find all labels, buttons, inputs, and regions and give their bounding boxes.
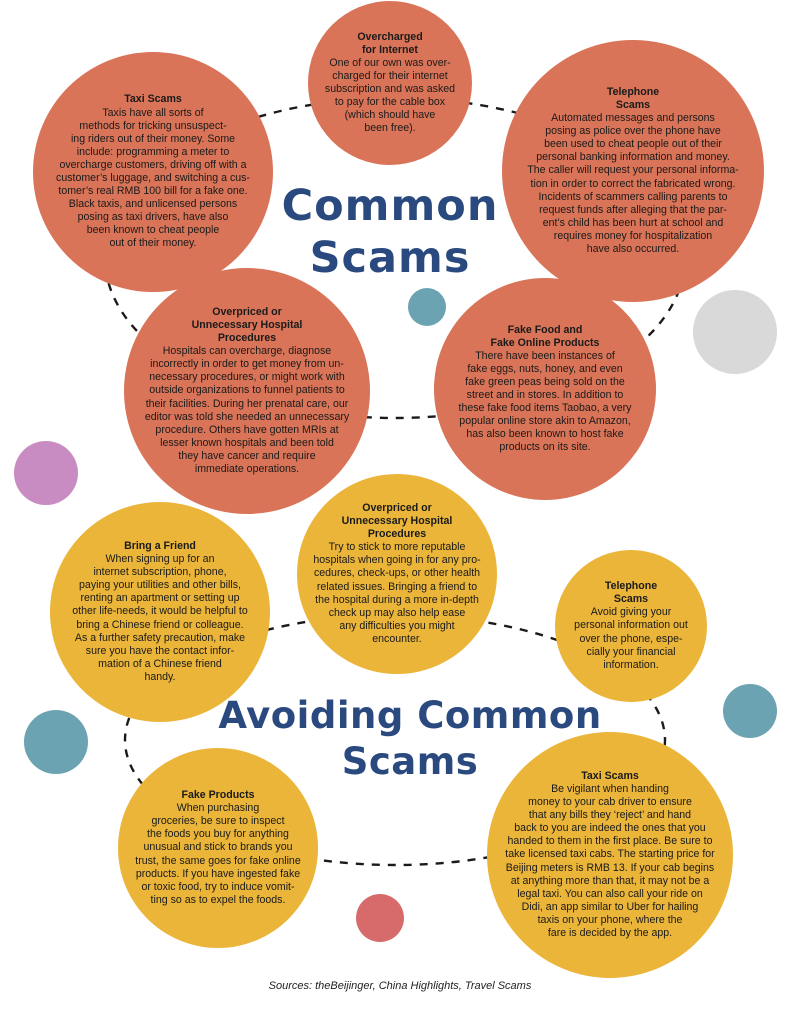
avoid-telephone-body: Avoid giving your personal information out over the phone, espe- cially your financial information.	[574, 606, 688, 671]
scam-internet-body: One of our own was over- charged for their internet subscription and was asked to pay for the cable box (which should have been free).	[324, 56, 456, 135]
scam-taxi-title: Taxi Scams	[124, 93, 182, 106]
scam-fake-food-title: Fake Food and Fake Online Products	[490, 323, 600, 349]
scam-internet-circle	[308, 1, 472, 165]
scam-fake-food-circle	[434, 278, 656, 500]
common-scams-heading-line2: Scams	[309, 233, 471, 283]
scam-hospital-circle	[124, 268, 370, 514]
common-scams-heading	[260, 180, 520, 284]
avoid-taxi-body: Be vigilant when handing money to your cab driver to ensure that any bills they ‘reject’ and hand back to you are indeed the ones that you handed to them in the first place. Be sure to take licensed taxi cabs. The starting price for Beijing meters is RMB 13. If your cab begins at anything more than that, it may not be a legal taxi. You can also call your ride on Didi, an app similar to Uber for hailing taxis on your phone, where the fare is decided by the app.	[505, 782, 715, 940]
gray-dot	[693, 290, 777, 374]
avoid-telephone-title: Telephone Scams	[604, 580, 658, 606]
avoid-scams-heading-line1: Avoiding Common	[218, 694, 602, 737]
scam-fake-food-body: There have been instances of fake eggs, nuts, honey, and even fake green peas being sold on the street and in stores. In addition to these fake food items Taobao, a very popular online store akin to Amazon, has also been known to host fake products on its site.	[458, 349, 632, 454]
avoid-friend-title: Bring a Friend	[124, 539, 196, 552]
common-scams-heading-line1: Common	[281, 181, 499, 231]
scam-taxi-circle	[33, 52, 273, 292]
scam-internet-title: Overcharged for Internet	[357, 30, 423, 56]
avoid-hospital-body: Try to stick to more reputable hospitals when going in for any pro- cedures, check-ups, or other health related issues. Bringing a friend to the hospital during a more in-depth check up may also help ease any difficulties you might encounter.	[313, 541, 481, 645]
scam-taxi-body: Taxis have all sorts of methods for tricking unsuspect- ing riders out of their money. Some include: programming a meter to overcharge customers, driving off with a customer’s luggage, and switching a cus- tomer’s real RMB 100 bill for a fake one. Black taxis, and unlicensed persons posing as taxi drivers, have also been known to cheat people out of their money.	[56, 106, 250, 250]
avoid-scams-heading	[200, 693, 620, 785]
scam-hospital-title: Overpriced or Unnecessary Hospital Procedures	[191, 305, 303, 345]
avoid-hospital-title: Overpriced or Unnecessary Hospital Procedures	[341, 501, 453, 541]
avoid-telephone-circle	[555, 550, 707, 702]
avoid-fake-products-body: When purchasing groceries, be sure to inspect the foods you buy for anything unusual and stick to brands you trust, the same goes for fake online products. If you have ingested fake or toxic food, try to induce vomit- ting so as to expel the foods.	[135, 802, 301, 906]
avoid-taxi-title: Taxi Scams	[581, 769, 639, 782]
avoid-fake-products-title: Fake Products	[181, 789, 255, 802]
scam-hospital-body: Hospitals can overcharge, diagnose incorrectly in order to get money from un- necessary procedures, or might work with outside organizations to funnel patients to their facilities. During her prenatal care, our editor was told she needed an unnecessary procedure. Others have gotten MRIs at lesser known hospitals and been told they have cancer and require immediate operations.	[144, 345, 350, 476]
avoid-hospital-circle	[297, 474, 497, 674]
teal-dot-left	[24, 710, 88, 774]
avoid-friend-body: When signing up for an internet subscription, phone, paying your utilities and other bills, renting an apartment or setting up other life-needs, it would be helpful to bring a Chinese friend or colleague. As a further safety precaution, make sure you have the contact infor- mation of a Chinese friend handy.	[72, 553, 248, 683]
teal-dot-center	[408, 288, 446, 326]
avoid-friend-circle	[50, 502, 270, 722]
avoid-scams-heading-line2: Scams	[341, 740, 479, 783]
teal-dot-right	[723, 684, 777, 738]
scam-telephone-circle	[502, 40, 764, 302]
sources-caption: Sources: theBeijinger, China Highlights, Travel Scams	[268, 980, 532, 992]
purple-dot	[14, 441, 78, 505]
red-dot	[356, 894, 404, 942]
scam-telephone-body: Automated messages and persons posing as police over the phone have been used to cheat people out of their personal banking information and money. The caller will request your personal informa- tion in order to correct the fabricated wrong. Incidents of scammers calling parents to request funds after alleging that the par- ent’s child has been hurt at school and requires money for hospitalization have also occurred.	[527, 112, 739, 256]
scam-telephone-title: Telephone Scams	[606, 85, 660, 111]
